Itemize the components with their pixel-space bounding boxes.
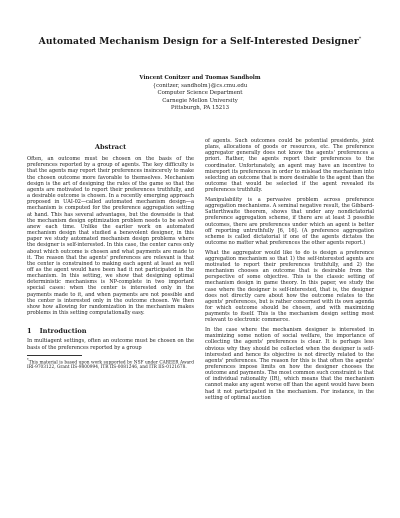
author-block [0, 75, 400, 113]
footnote-text: This material is based upon work supported by NSF under CAREER Award IRI-9703122, Grant IIS-9800994, ITR IIS-0081246, and ITR IIS-0121678. [27, 360, 194, 371]
author-names: Vincent Conitzer and Tuomas Sandholm [139, 75, 261, 81]
author-department: Computer Science Department [157, 90, 243, 97]
section-heading-introduction [27, 328, 194, 334]
paragraph-3: What the aggregator would like to do is design a preference aggregation mechanism so that 1) the self-interested agents are motivated to report their preferences truthfully, and 2) the mechanism chooses an outcome that is desirable from the perspective of some objective. This is the classic setting of mechanism design in game theory. In this paper, we study the case where the designer is self-interested, that is, the designer does not directly care about how the outcome relates to the agents' preferences, but is rather concerned with its own agenda for which outcome should be chosen, and with maximizing payments to itself. This is the mechanism design setting most relevant to electronic commerce. [205, 249, 374, 324]
abstract-heading: Abstract [94, 143, 127, 151]
left-column [27, 140, 194, 370]
intro-text: In multiagent settings, often an outcome must be chosen on the basis of the preferences reported by a group [27, 338, 194, 351]
author-emails: {conitzer, sandholm}@cs.cmu.edu [152, 82, 248, 89]
title-text: Automated Mechanism Design for a Self-Interested Designer [38, 36, 359, 48]
paragraph-2: Manipulability is a pervasive problem across preference aggregation mechanisms. A seminal negative result, the Gibbard-Satterthwaite theorem, shows that under any nondictatorial preference aggregation scheme, if there are at least 3 possible outcomes, there are preferences under which an agent is better off reporting untruthfully [6, 16]. (A preference aggregation scheme is called dictatorial if one of the agents dictates the outcome no matter what preferences the other agents report.) [205, 196, 374, 246]
paper-title [0, 36, 400, 47]
title-footnote-mark: * [358, 36, 362, 42]
author-city: Pittsburgh, PA 15213 [170, 105, 230, 112]
abstract-text: Often, an outcome must be chosen on the basis of the preferences reported by a group of agents. The key difficulty is that the agents may report their preferences insincerely to make the chosen outcome more favorable to themselves. Mechanism design is the art of designing the rules of the game so that the agents are motivated to report their preferences truthfully, and a desirable outcome is chosen. In a recently emerging approach proposed in UAI-02—called automated mechanism design—a mechanism is computed for the preference aggregation setting at hand. This has several advantages, but the downside is that the mechanism design optimization problem needs to be solved anew each time. Unlike the earlier work on automated mechanism design that studied a benevolent designer, in this paper we study automated mechanism design problems where the designer is self-interested. In this case, the center cares only about which outcome is chosen and what payments are made to it. The reason that the agents' preferences are relevant is that the center is constrained to making each agent at least as well off as the agent would have been had it not participated in the mechanism. In this setting, we show that designing optimal deterministic mechanisms is NP-complete in two important special cases: when the center is interested only in the payments made to it, and when payments are not possible and the center is interested only in the outcome chosen. We then show how allowing for randomization in the mechanism makes problems in this setting computationally easy. [27, 156, 194, 317]
footnote-rule [27, 355, 82, 356]
author-university: Carnegie Mellon University [162, 97, 238, 104]
section-number: 1 [27, 327, 32, 336]
footnote [27, 358, 194, 371]
paragraph-4: In the case where the mechanism designer is interested in maximizing some notion of social welfare, the importance of collecting the agents' preferences is clear. It is perhaps less obvious why they should be collected when the designer is self-interested and hence its objective is not directly related to the agents' preferences. The reason for this is that often the agents' preferences impose limits on how the designer chooses the outcome and payments. The most common such constraint is that of individual rationality (IR), which means that the mechanism cannot make any agent worse off than the agent would have been had it not participated in the mechanism. For instance, in the setting of optimal auction [205, 327, 374, 401]
section-title: Introduction [39, 327, 87, 336]
right-column [205, 138, 374, 401]
footnote-mark: * [27, 357, 29, 362]
paragraph-1: of agents. Such outcomes could be potential presidents, joint plans, allocations of goods or resources, etc. The preference aggregator generally does not know the agents' preferences a priori. Rather, the agents report their preferences to the coordinator. Unfortunately, an agent may have an incentive to misreport its preferences in order to mislead the mechanism into selecting an outcome that is more desirable to the agent than the outcome that would be selected if the agent revealed its preferences truthfully. [205, 138, 374, 194]
